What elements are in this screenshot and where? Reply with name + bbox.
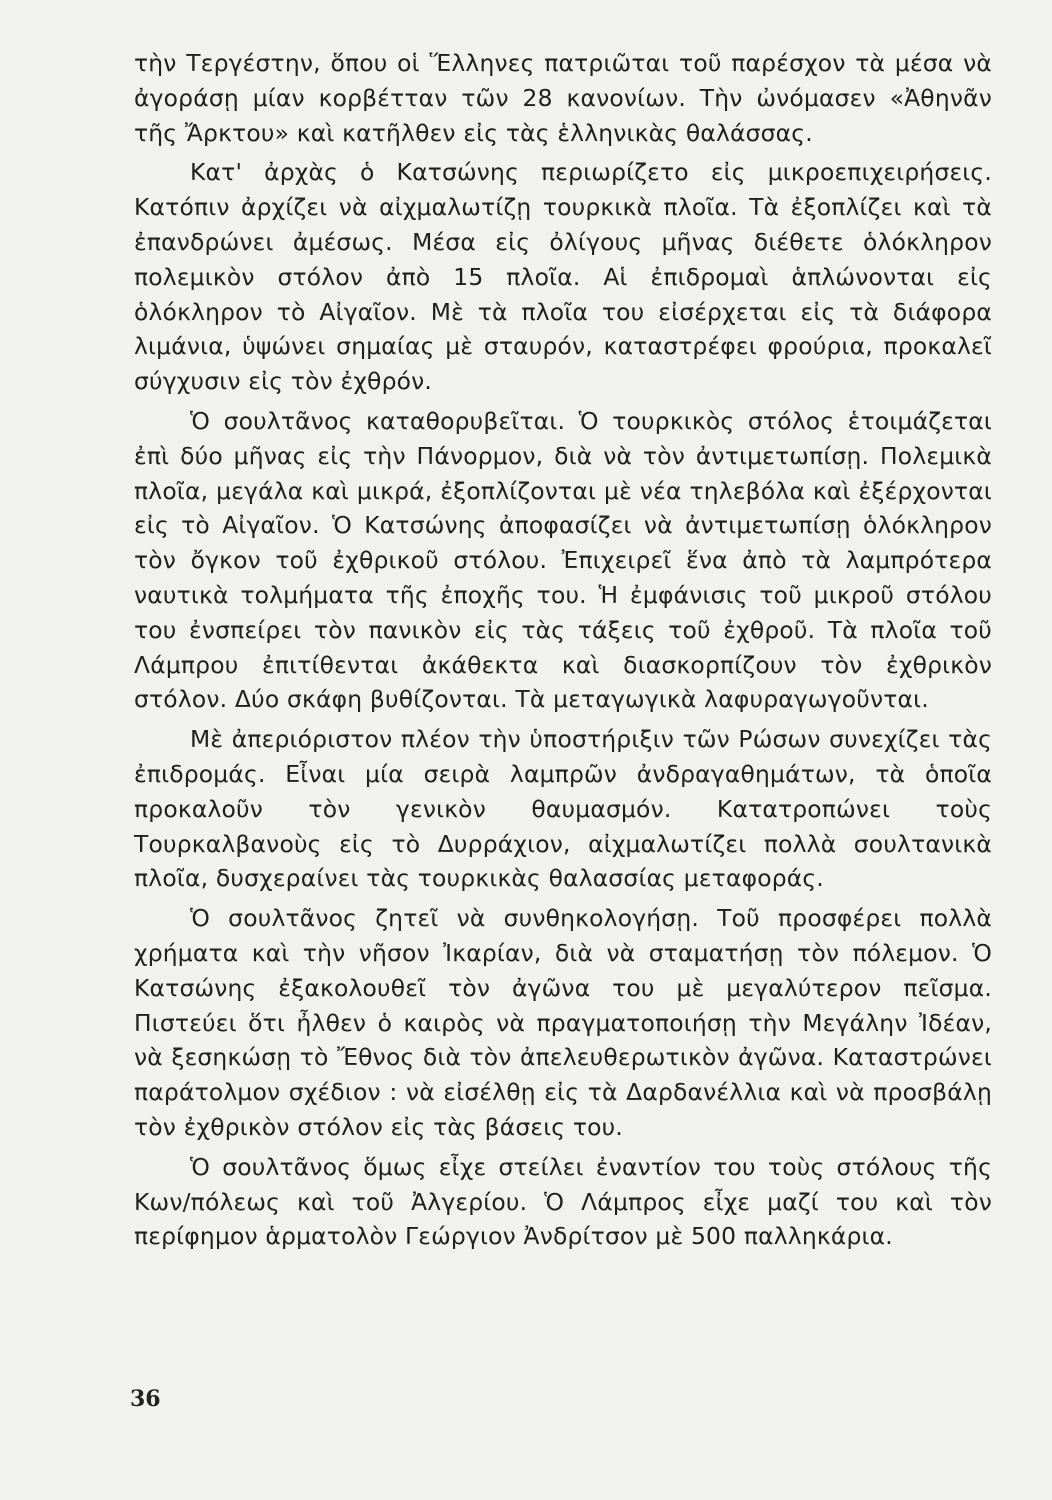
paragraph-2: Κατ' ἀρχὰς ὁ Κατσώνης περιωρίζετο εἰς μικροεπιχειρήσεις. Κατόπιν ἀρχίζει νὰ αἰχμαλωτίζῃ τουρκικὰ πλοῖα. Τὰ ἐξοπλίζει καὶ τὰ ἐπανδρώνει ἀμέσως. Μέσα εἰς ὀλίγους μῆνας διέθετε ὁλόκληρον πολεμικὸν στόλον ἀπὸ 15 πλοῖα. Αἱ ἐπιδρομαὶ ἁπλώνονται εἰς ὁλόκληρον τὸ Αἰγαῖον. Μὲ τὰ πλοῖα του εἰσέρχεται εἰς τὰ διάφορα λιμάνια, ὑψώνει σημαίας μὲ σταυρόν, καταστρέφει φρούρια, προκαλεῖ σύγχυσιν εἰς τὸν ἐχθρόν. (134, 158, 992, 396)
paragraph-4: Μὲ ἀπεριόριστον πλέον τὴν ὑποστήριξιν τῶν Ρώσων συνεχίζει τὰς ἐπιδρομάς. Εἶναι μία σειρὰ λαμπρῶν ἀνδραγαθημάτων, τὰ ὁποῖα προκαλοῦν τὸν γενικὸν θαυμασμόν. Κατατροπώνει τοὺς Τουρκαλβανοὺς εἰς τὸ Δυρράχιον, αἰχμαλωτίζει πολλὰ σουλτανικὰ πλοῖα, δυσχεραίνει τὰς τουρκικὰς θαλασσίας μεταφοράς. (134, 725, 992, 893)
paragraph-3: Ὁ σουλτᾶνος καταθορυβεῖται. Ὁ τουρκικὸς στόλος ἑτοιμάζεται ἐπὶ δύο μῆνας εἰς τὴν Πάνορμον, διὰ νὰ τὸν ἀντιμετωπίσῃ. Πολεμικὰ πλοῖα, μεγάλα καὶ μικρά, ἐξοπλίζονται μὲ νέα τηλεβόλα καὶ ἐξέρχονται εἰς τὸ Αἰγαῖον. Ὁ Κατσώνης ἀποφασίζει νὰ ἀντιμετωπίσῃ ὁλόκληρον τὸν ὄγκον τοῦ ἐχθρικοῦ στόλου. Ἐπιχειρεῖ ἕνα ἀπὸ τὰ λαμπρότερα ναυτικὰ τολμήματα τῆς ἐποχῆς του. Ἡ ἐμφάνισις τοῦ μικροῦ στόλου του ἐνσπείρει τὸν πανικὸν εἰς τὰς τάξεις τοῦ ἐχθροῦ. Τὰ πλοῖα τοῦ Λάμπρου ἐπιτίθενται ἀκάθεκτα καὶ διασκορπίζουν τὸν ἐχθρικὸν στόλον. Δύο σκάφη βυθίζονται. Τὰ μεταγωγικὰ λαφυραγωγοῦνται. (134, 406, 992, 714)
paragraph-1: τὴν Τεργέστην, ὅπου οἱ Ἕλληνες πατριῶται τοῦ παρέσχον τὰ μέσα νὰ ἀγοράσῃ μίαν κορβέτταν τῶν 28 κανονίων. Τὴν ὠνόμασεν «Ἀθηνᾶν τῆς Ἄρκτου» καὶ κατῆλθεν εἰς τὰς ἑλληνικὰς θαλάσσας. (134, 49, 992, 147)
paragraph-6: Ὁ σουλτᾶνος ὅμως εἶχε στείλει ἐναντίον του τοὺς στόλους τῆς Κων/πόλεως καὶ τοῦ Ἀλγερίου. Ὁ Λάμπρος εἶχε μαζί του καὶ τὸν περίφημον ἁρματολὸν Γεώργιον Ἀνδρίτσον μὲ 500 παλληκάρια. (134, 1152, 992, 1251)
page-number: 36 (130, 1386, 161, 1412)
body-text (134, 46, 992, 1259)
paragraph-5: Ὁ σουλτᾶνος ζητεῖ νὰ συνθηκολογήσῃ. Τοῦ προσφέρει πολλὰ χρήματα καὶ τὴν νῆσον Ἰκαρίαν, διὰ νὰ σταματήσῃ τὸν πόλεμον. Ὁ Κατσώνης ἐξακολουθεῖ τὸν ἀγῶνα του μὲ μεγαλύτερον πεῖσμα. Πιστεύει ὅτι ἦλθεν ὁ καιρὸς νὰ πραγματοποιήσῃ τὴν Μεγάλην Ἰδέαν, νὰ ξεσηκώσῃ τὸ Ἔθνος διὰ τὸν ἀπελευθερωτικὸν ἀγῶνα. Καταστρώνει παράτολμον σχέδιον : νὰ εἰσέλθῃ εἰς τὰ Δαρδανέλλια καὶ νὰ προσβάλῃ τὸν ἐχθρικὸν στόλον εἰς τὰς βάσεις του. (134, 904, 992, 1141)
